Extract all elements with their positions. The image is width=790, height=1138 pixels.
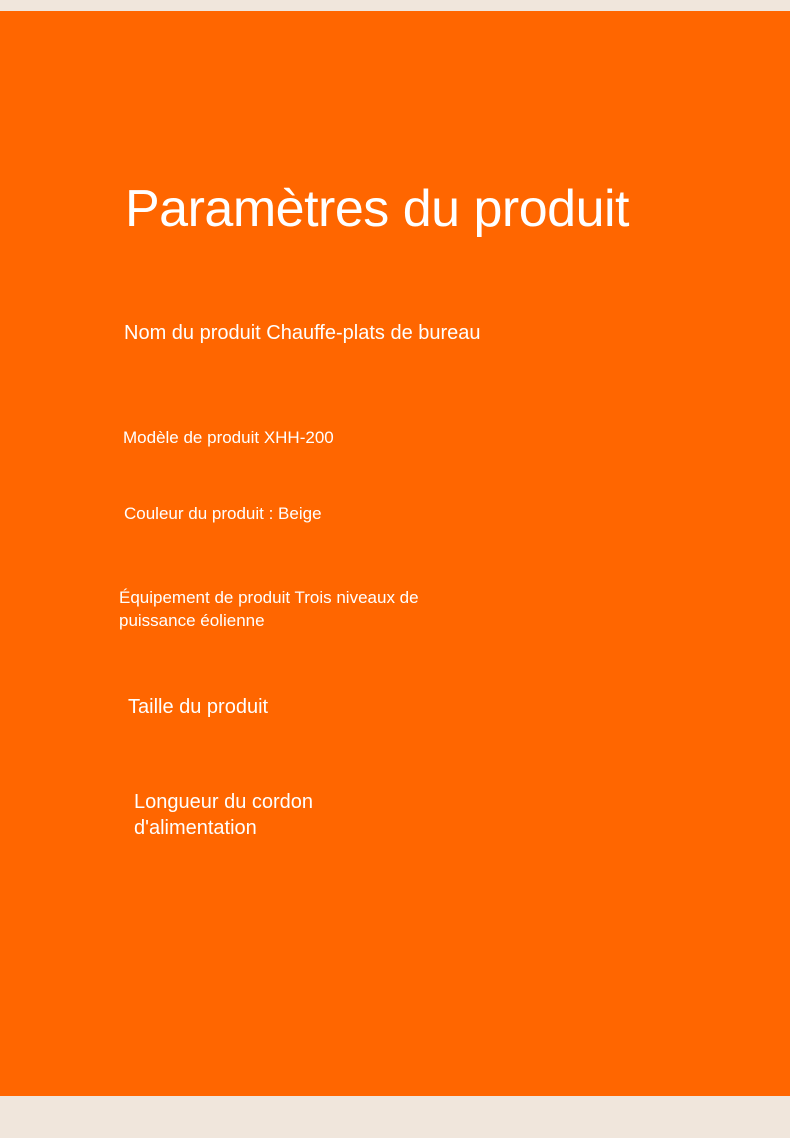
param-product-name: Nom du produit Chauffe-plats de bureau [124,322,481,344]
product-parameters-panel [0,11,790,1096]
param-product-model: Modèle de produit XHH-200 [123,428,334,447]
param-product-color: Couleur du produit : Beige [124,504,322,523]
param-cord-length: Longueur du cordon d'alimentation [134,791,314,839]
param-product-equipment: Équipement de produit Trois niveaux de puissance éolienne [119,588,419,630]
page-title: Paramètres du produit [125,180,629,238]
param-product-size: Taille du produit [128,696,269,718]
